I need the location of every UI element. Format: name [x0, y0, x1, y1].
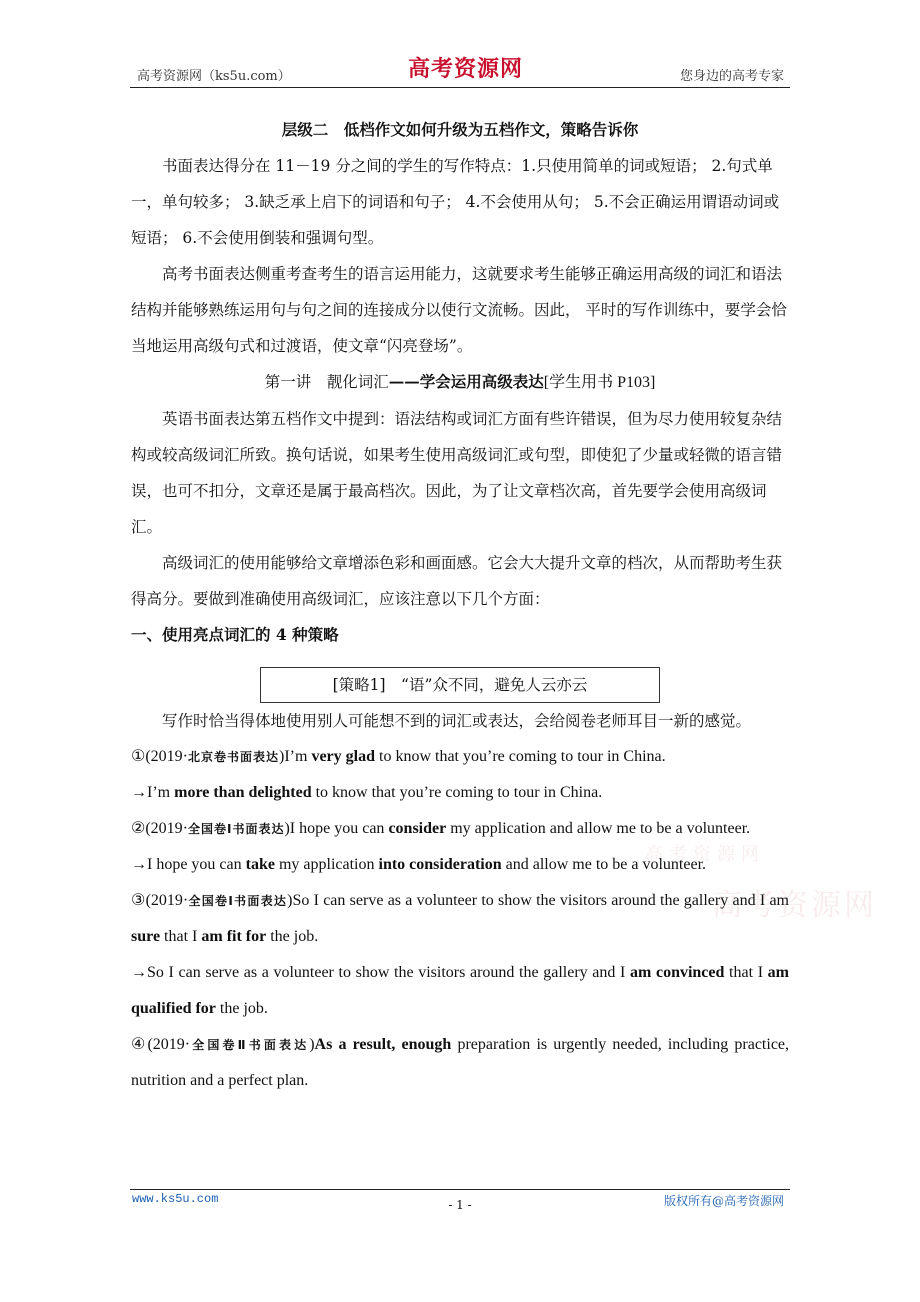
highlight: take	[245, 856, 275, 873]
header-source: 高考资源网（ks5u.com）	[137, 69, 291, 84]
highlight: into consideration	[378, 856, 502, 873]
highlight: am convinced	[630, 964, 725, 981]
para-advanced-vocab: 高级词汇的使用能够给文章增添色彩和画面感。它会大大提升文章的档次，从而帮助考生获得高分。要做到准确使用高级词汇，应该注意以下几个方面：	[131, 554, 783, 608]
lecture-ref: [学生用书 P103]	[543, 374, 656, 391]
rewrite-1	[131, 775, 789, 811]
para-requirements: 高考书面表达侧重考查考生的语言运用能力，这就要求考生能够正确运用高级的词汇和语法结构并能够熟练运用句与句之间的连接成分以使行文流畅。因此， 平时的写作训练中，要学会恰当地运用高级句式和过渡语，使文章“闪亮登场”。	[131, 265, 787, 355]
para-strategy-intro: 写作时恰当得体地使用别人可能想不到的词汇或表达，会给阅卷老师耳目一新的感觉。	[162, 712, 752, 730]
header-rule	[130, 87, 790, 88]
text: that I	[160, 928, 202, 945]
example-num: ③(2019·	[131, 892, 189, 909]
lecture-name: 第一讲 靓化词汇	[264, 373, 389, 391]
highlight: more than delighted	[174, 784, 312, 801]
para-fifth-grade: 英语书面表达第五档作文中提到：语法结构或词汇方面有些许错误，但为尽力使用较复杂结构或较高级词汇所致。换句话说，如果考生使用高级词汇或句型，即使犯了少量或轻微的语言错误，也可不扣分，文章还是属于最高档次。因此，为了让文章档次高，首先要学会使用高级词汇。	[131, 410, 783, 536]
watermark-small: 高考资源网	[645, 844, 765, 865]
para-score-features: 书面表达得分在 11－19 分之间的学生的写作特点：1.只使用简单的词或短语； 2.句式单一，单句较多； 3.缺乏承上启下的词语和句子； 4.不会使用从句； 5.不会正确运用谓语动词或短语； 6.不会使用倒装和强调句型。	[131, 157, 780, 247]
text: )	[309, 1036, 315, 1053]
text: the job.	[266, 928, 319, 945]
highlight: am fit for	[201, 928, 267, 945]
example-3	[131, 883, 789, 955]
example-num: ①(2019·	[131, 748, 188, 765]
highlight: sure	[131, 928, 161, 945]
example-source: 全国卷Ⅰ书面表达	[188, 822, 285, 836]
rewrite-3	[131, 955, 789, 1027]
highlight: consider	[388, 820, 447, 837]
text: to know that you’re coming to tour in China.	[375, 748, 666, 765]
text: preparation is urgently needed, including practice, nutrition and a perfect plan.	[131, 1036, 790, 1089]
example-num: ④(2019·	[131, 1036, 191, 1053]
text: the job.	[215, 1000, 268, 1017]
highlight: am qualified for	[131, 964, 789, 1017]
header-logo: 高考资源网	[408, 56, 524, 82]
text: )So I can serve as a volunteer to show the visitors around the gallery and I am	[287, 892, 789, 909]
rewrite-2	[131, 847, 789, 883]
footer-website-link[interactable]: www.ks5u.com	[132, 1192, 219, 1206]
text: )I’m	[279, 748, 312, 765]
text: →I’m	[131, 784, 175, 801]
example-4	[131, 1027, 789, 1099]
example-1	[131, 739, 789, 775]
strategy-box: [策略1] “语”众不同，避免人云亦云	[260, 667, 660, 703]
lecture-title	[131, 364, 789, 401]
heading-strategies: 一、使用亮点词汇的 4 种策略	[131, 625, 339, 644]
example-source: 全国卷Ⅰ书面表达	[188, 894, 288, 908]
watermark: 高考资源网	[712, 888, 877, 923]
example-source: 北京卷书面表达	[188, 750, 280, 764]
main-content	[131, 112, 789, 1099]
page-number: - 1 -	[448, 1198, 472, 1212]
highlight: very glad	[311, 748, 375, 765]
highlight: As a result, enough	[314, 1036, 452, 1053]
example-num: ②(2019·	[131, 820, 188, 837]
text: my application	[274, 856, 379, 873]
lecture-subtitle: ——学会运用高级表达	[388, 372, 544, 391]
text: →I hope you can	[131, 856, 246, 873]
footer-rule	[130, 1189, 790, 1190]
example-source: 全国卷Ⅱ书面表达	[190, 1038, 310, 1052]
text: to know that you’re coming to tour in China.	[311, 784, 603, 801]
text: →So I can serve as a volunteer to show the visitors around the gallery and I	[131, 964, 630, 981]
footer-copyright: 版权所有@高考资源网	[663, 1194, 784, 1208]
header-tagline: 您身边的高考专家	[679, 69, 784, 84]
text: and allow me to be a volunteer.	[501, 856, 707, 873]
section-title: 层级二 低档作文如何升级为五档作文，策略告诉你	[281, 120, 639, 139]
text: that I	[724, 964, 768, 981]
text: my application and allow me to be a volunteer.	[446, 820, 751, 837]
example-2	[131, 811, 789, 847]
text: )I hope you can	[284, 820, 389, 837]
